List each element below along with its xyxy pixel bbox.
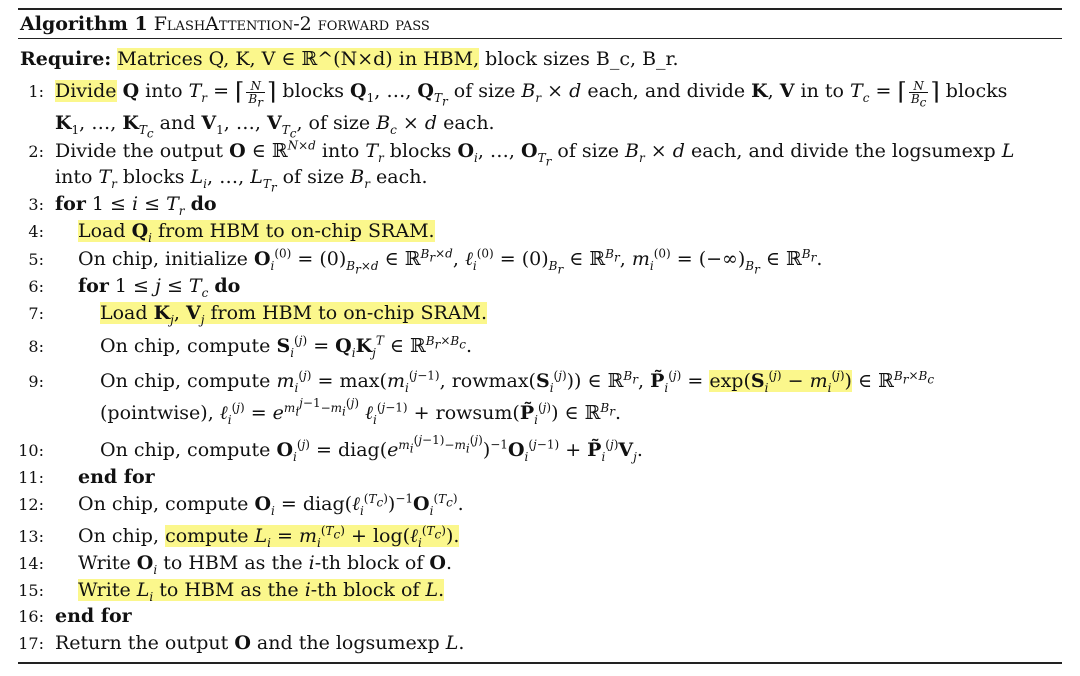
line-number: 12: bbox=[18, 495, 44, 514]
line-number: 16: bbox=[18, 607, 44, 626]
require-keyword: Require: bbox=[20, 48, 112, 70]
algo-line-2-cont bbox=[0, 164, 1080, 195]
line-number: 2: bbox=[28, 142, 44, 161]
line-text: for $1 \le i \le T_r$ do bbox=[55, 193, 217, 218]
algo-line-1 bbox=[0, 77, 1080, 109]
bottom-rule bbox=[18, 662, 1062, 664]
line-text: Divide Q into $T_r$ = ⌈ $\frac{N}{B_r}$ ⌉ blocks $Q_1$, …, $Q_{T_r}$ of size $B_r \times d$ each, and divide K, V in to $T_c$ = ⌈ $\frac{N}{B_c}$ ⌉ blocks bbox=[55, 77, 1008, 109]
line-text: Write $O_i$ to HBM as the i-th block of O. bbox=[78, 552, 453, 577]
line-text: end for bbox=[78, 466, 155, 488]
algorithm-label: Algorithm 1 bbox=[20, 13, 148, 35]
algo-line-1-cont bbox=[0, 110, 1080, 141]
line-number: 15: bbox=[18, 581, 44, 600]
algo-line-4 bbox=[0, 218, 1080, 245]
require-highlight: Matrices Q, K, V ∈ ℝ^(N×d) in HBM, bbox=[117, 48, 480, 70]
line-text: (pointwise), ℓ$_i^{(j)}$ = $e^{m_i^{j-1}-m_i^{(j)}}$ ℓ$_i^{(j-1)}$ + $rowsum(P̃_i^{(j)})$ ∈ ℝ$^{B_r}$. bbox=[100, 395, 622, 427]
caption-rule bbox=[18, 38, 1062, 39]
algorithm-title: FlashAttention-2 forward pass bbox=[153, 13, 430, 35]
require-line bbox=[0, 46, 1080, 73]
algo-line-3 bbox=[0, 191, 1080, 218]
line-number: 3: bbox=[28, 195, 44, 214]
line-text: end for bbox=[55, 605, 132, 627]
line-number: 10: bbox=[18, 441, 44, 460]
require-rest: block sizes B_c, B_r. bbox=[485, 48, 679, 70]
require-text bbox=[20, 46, 679, 73]
algo-line-9 bbox=[0, 368, 1080, 395]
algo-line-14 bbox=[0, 550, 1080, 577]
line-number: 1: bbox=[28, 82, 44, 101]
line-number: 6: bbox=[28, 277, 44, 296]
line-text: Write $L_i$ to HBM as the i-th block of L. bbox=[78, 579, 445, 604]
line-number: 7: bbox=[28, 304, 44, 323]
line-number: 13: bbox=[18, 527, 44, 546]
line-number: 14: bbox=[18, 554, 44, 573]
algo-line-2 bbox=[0, 138, 1080, 169]
line-text: On chip, compute $m_i^{(j)} = \max(m_i^{(j-1)}$, $rowmax(S_i^{(j)})$) ∈ ℝ$^{B_r}$, $P̃_i^{(j)} = \exp(S_i^{(j)} - m_i^{(j)})$ ∈ ℝ$^{B_r\times B_c}$ bbox=[100, 368, 935, 395]
line-number: 9: bbox=[28, 372, 44, 391]
line-text: Load $K_j$, $V_j$ from HBM to on-chip SRAM. bbox=[100, 302, 488, 327]
algo-line-16 bbox=[0, 603, 1080, 630]
algo-line-8 bbox=[0, 333, 1080, 360]
algo-line-17 bbox=[0, 630, 1080, 657]
algorithm-caption bbox=[20, 10, 430, 38]
algo-line-5 bbox=[0, 246, 1080, 277]
line-text: Divide the output O ∈ ℝ$^{N\times d}$ into $T_r$ blocks $O_i$, …, $O_{T_r}$ of size $B_r \times d$ each, and divide the logsumexp L bbox=[55, 138, 1015, 169]
line-text: On chip, compute $S_i^{(j)} = Q_iK_j^T$ ∈ ℝ$^{B_r\times B_c}$. bbox=[100, 333, 473, 360]
line-number: 17: bbox=[18, 634, 44, 653]
line-text: into $T_r$ blocks $L_i$, …, $L_{T_r}$ of size $B_r$ each. bbox=[55, 166, 428, 195]
line-text: On chip, compute $O_i^{(j)}$ = $diag(e^{m_i^{(j-1)}-m_i^{(j)}})^{-1}O_i^{(j-1)}$ + $P̃_i^{(j)}V_j$. bbox=[100, 432, 643, 464]
line-text: On chip, compute $O_i$ = $diag(\ell_i^{(T_c)})^{-1}O_i^{(T_c)}$. bbox=[78, 491, 464, 518]
line-text: On chip, initialize $O_i^{(0)} = (0)_{B_r\times d}$ ∈ ℝ$^{B_r\times d}$, ℓ$_i^{(0)}$ = $(0)_{B_r}$ ∈ ℝ$^{B_r}$, $m_i^{(0)} = (-\infty)_{B_r}$ ∈ ℝ$^{B_r}$. bbox=[78, 246, 823, 277]
algo-line-11 bbox=[0, 464, 1080, 491]
algo-line-7 bbox=[0, 300, 1080, 327]
algo-line-6 bbox=[0, 273, 1080, 300]
line-text: Load $Q_i$ from HBM to on-chip SRAM. bbox=[78, 220, 435, 245]
line-text: $K_1$, …, $K_{T_c}$ and $V_1$, …, $V_{T_c}$, of size $B_c \times d$ each. bbox=[55, 112, 495, 141]
line-number: 5: bbox=[28, 250, 44, 269]
line-number: 8: bbox=[28, 337, 44, 356]
algo-line-9-cont bbox=[0, 395, 1080, 427]
line-text: Return the output O and the logsumexp L. bbox=[55, 632, 465, 654]
algo-line-12 bbox=[0, 491, 1080, 518]
line-text: for $1 \le j \le T_c$ do bbox=[78, 275, 241, 300]
algo-line-15 bbox=[0, 577, 1080, 604]
line-number: 11: bbox=[18, 468, 44, 487]
line-number: 4: bbox=[28, 222, 44, 241]
algo-line-13 bbox=[0, 523, 1080, 550]
algo-line-10 bbox=[0, 432, 1080, 464]
line-text: On chip, compute $L_i = m_i^{(T_c)}$ + log(ℓ$_i^{(T_c)}$). bbox=[78, 523, 460, 550]
